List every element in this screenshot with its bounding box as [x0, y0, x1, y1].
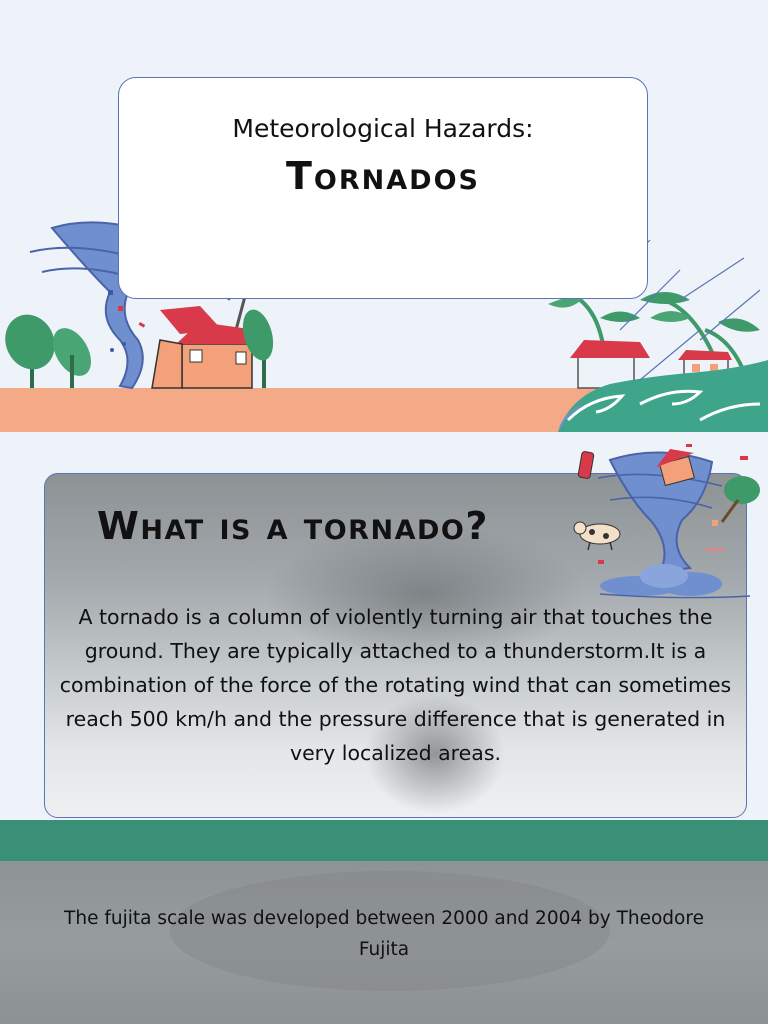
info-panel — [44, 473, 747, 818]
tree-icon-left — [0, 306, 99, 388]
section-heading: What is a tornado? — [97, 504, 489, 548]
footer-photo-area — [0, 861, 768, 1024]
section-body: A tornado is a column of violently turning air that touches the ground. They are typically attached to a thunderstorm.It is a combination of the force of the rotating wind that can sometimes reach 500 km/h and the pressure difference that is generated in very localized areas. — [59, 605, 732, 765]
footer-text: The fujita scale was developed between 2000 and 2004 by Theodore Fujita — [64, 908, 704, 960]
title-card — [118, 77, 648, 299]
page-subtitle: Meteorological Hazards: — [232, 114, 534, 143]
divider-band — [0, 820, 768, 861]
page-title: Tornados — [286, 154, 480, 198]
